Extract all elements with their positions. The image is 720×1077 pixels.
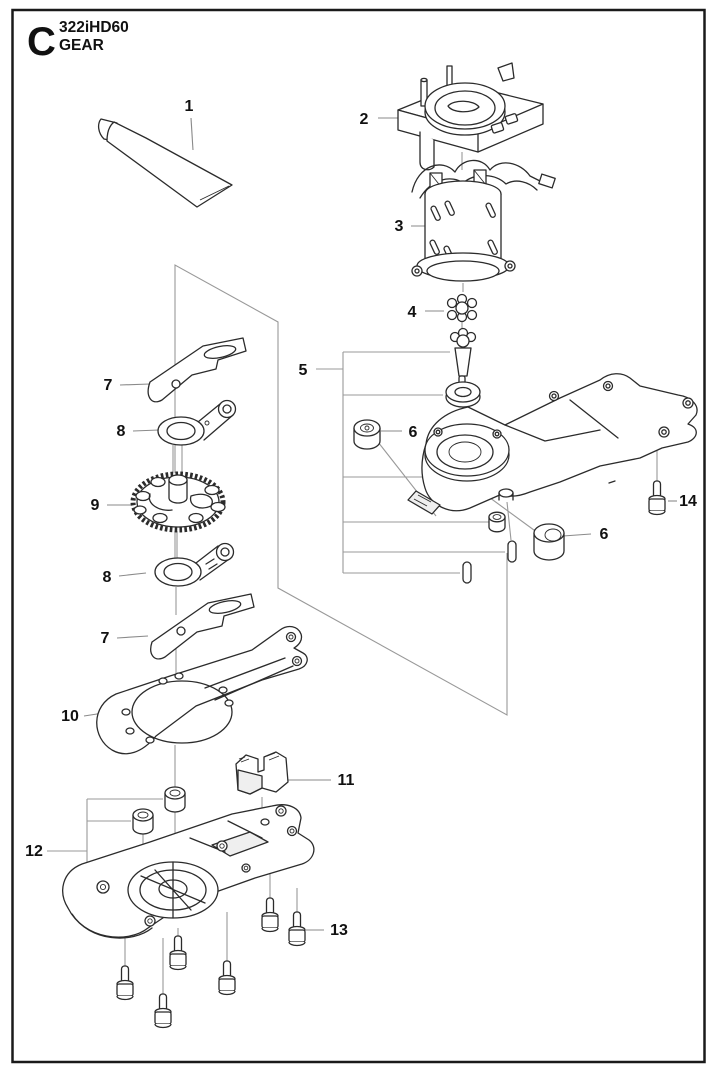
callout-1: 1 [184,98,194,115]
callout-8b: 8 [102,569,112,586]
callout-12: 12 [25,843,43,860]
callout-7a: 7 [103,377,113,394]
part-bushing-6a [354,420,380,449]
callout-14: 14 [679,493,697,510]
model-name: 322iHD60 [59,19,129,36]
callout-5: 5 [298,362,308,379]
part-bushing-12a [165,787,185,812]
callout-6a: 6 [408,424,418,441]
callout-3: 3 [394,218,404,235]
part-coupler [448,295,477,322]
section-letter: C [27,20,56,64]
callout-6b: 6 [599,526,609,543]
part-pin-a [508,541,516,562]
callout-8a: 8 [116,423,126,440]
callout-10: 10 [61,708,79,725]
callout-7b: 7 [100,630,110,647]
part-bearing [446,382,480,407]
callout-9: 9 [90,497,100,514]
callout-13: 13 [330,922,348,939]
section-title: GEAR [59,37,104,54]
callout-11: 11 [337,772,355,789]
part-bushing-12b [133,809,153,834]
part-cap-6b [534,524,564,560]
callout-2: 2 [359,111,369,128]
part-bushing-small [489,512,505,532]
part-pin-b [463,562,471,583]
callout-4: 4 [407,304,417,321]
